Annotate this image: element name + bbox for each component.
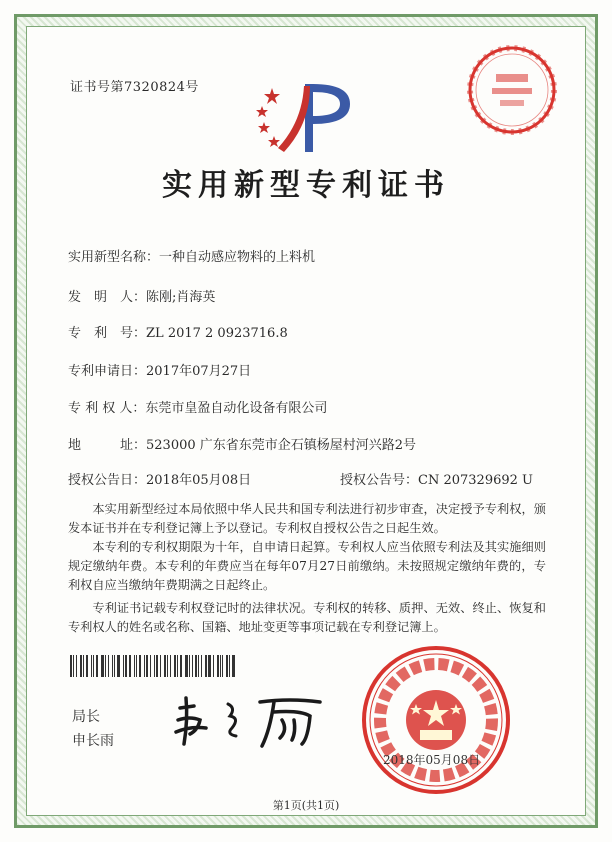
field-label: 授权公告日：: [68, 473, 147, 488]
field-utility-model-name: [68, 246, 315, 265]
barcode-bar: [117, 655, 120, 677]
barcode-bar: [73, 655, 74, 677]
barcode-bar: [180, 655, 182, 677]
barcode-bar: [201, 655, 202, 677]
barcode-bar: [205, 655, 207, 677]
barcode-bar: [160, 655, 161, 677]
legal-statement: [68, 500, 546, 637]
field-value: 2018年05月08日: [146, 473, 252, 488]
barcode-bar: [83, 655, 84, 677]
field-value: 一种自动感应物料的上料机: [159, 250, 316, 265]
barcode-bar: [174, 655, 176, 677]
field-label: 发 明 人：: [68, 290, 147, 305]
barcode-bar: [134, 655, 135, 677]
certificate-number: 证书号第7320824号: [70, 80, 199, 95]
barcode-icon: [70, 655, 238, 677]
field-application-date: [68, 360, 251, 379]
field-patent-number: [68, 322, 288, 341]
barcode-bar: [217, 655, 219, 677]
barcode-bar: [76, 655, 77, 677]
barcode-bar: [226, 655, 228, 677]
barcode-bar: [136, 655, 137, 677]
barcode-bar: [86, 655, 88, 677]
barcode-bar: [156, 655, 158, 677]
statement-paragraph: 本专利的专利权期限为十年，自申请日起算。专利权人应当依照专利法及其实施细则规定缴纳年费。本专利的年费应当在每年07月27日前缴纳。未按照规定缴纳年费的，专利权自应当缴纳年费期满之日起终止。: [68, 540, 546, 592]
cnipa-logo-icon: [250, 78, 370, 158]
barcode-bar: [229, 655, 230, 677]
field-address: [68, 434, 416, 453]
barcode-bar: [177, 655, 178, 677]
barcode-bar: [139, 655, 142, 677]
field-value: ZL 2017 2 0923716.8: [146, 326, 288, 341]
field-grant-date: [68, 469, 251, 488]
field-label: 专 利 号：: [68, 326, 147, 341]
field-grant-number: [340, 469, 533, 488]
field-value: 东莞市皇盈自动化设备有限公司: [145, 401, 328, 416]
field-label: 授权公告号：: [340, 473, 419, 488]
field-value: 2017年07月27日: [146, 364, 252, 379]
barcode-bar: [125, 655, 127, 677]
field-patentee: [68, 397, 327, 416]
barcode-bar: [213, 655, 214, 677]
barcode-bar: [154, 655, 155, 677]
barcode-bar: [192, 655, 193, 677]
barcode-bar: [112, 655, 114, 677]
field-label: 专利申请日：: [68, 364, 147, 379]
barcode-bar: [195, 655, 197, 677]
proxy-seal-icon: [466, 44, 558, 136]
barcode-bar: [96, 655, 98, 677]
barcode-bar: [170, 655, 171, 677]
field-value: 523000 广东省东莞市企石镇杨屋村河兴路2号: [146, 438, 417, 453]
barcode-bar: [108, 655, 109, 677]
barcode-bar: [198, 655, 199, 677]
barcode-bar: [185, 655, 188, 677]
field-value: CN 207329692 U: [418, 473, 533, 488]
national-ip-office-seal-icon: [360, 644, 512, 796]
barcode-bar: [101, 655, 104, 677]
barcode-bar: [189, 655, 190, 677]
barcode-bar: [150, 655, 151, 677]
barcode-bar: [164, 655, 167, 677]
barcode-bar: [129, 655, 131, 677]
field-label: 地 址：: [68, 438, 147, 453]
handwritten-signature: [170, 690, 330, 750]
seal-date: 2018年05月08日: [383, 753, 481, 767]
barcode-bar: [93, 655, 94, 677]
statement-paragraph: 专利证书记载专利权登记时的法律状况。专利权的转移、质押、无效、终止、恢复和专利权人的姓名或名称、国籍、地址变更等事项记载在专利登记簿上。: [68, 601, 546, 634]
signature-name: 申长雨: [72, 733, 114, 749]
field-value: 陈刚;肖海英: [146, 290, 216, 305]
barcode-bar: [232, 655, 235, 677]
barcode-bar: [114, 655, 115, 677]
barcode-bar: [144, 655, 145, 677]
certificate-title: 实用新型专利证书: [162, 168, 450, 203]
field-inventor: [68, 286, 215, 305]
barcode-bar: [220, 655, 221, 677]
barcode-bar: [105, 655, 106, 677]
barcode-bar: [80, 655, 83, 677]
barcode-bar: [208, 655, 211, 677]
barcode-bar: [146, 655, 148, 677]
signature-title: 局长: [72, 709, 100, 725]
barcode-bar: [91, 655, 92, 677]
field-label: 实用新型名称：: [68, 250, 160, 265]
statement-paragraph: 本实用新型经过本局依照中华人民共和国专利法进行初步审查，决定授予专利权，颁发本证书并在专利登记簿上予以登记。专利权自授权公告之日起生效。: [68, 502, 546, 535]
barcode-bar: [123, 655, 124, 677]
field-label: 专 利 权 人：: [68, 401, 146, 416]
page-footer: 第1页(共1页): [272, 799, 340, 812]
barcode-bar: [222, 655, 223, 677]
barcode-bar: [70, 655, 72, 677]
barcode-bar: [167, 655, 168, 677]
